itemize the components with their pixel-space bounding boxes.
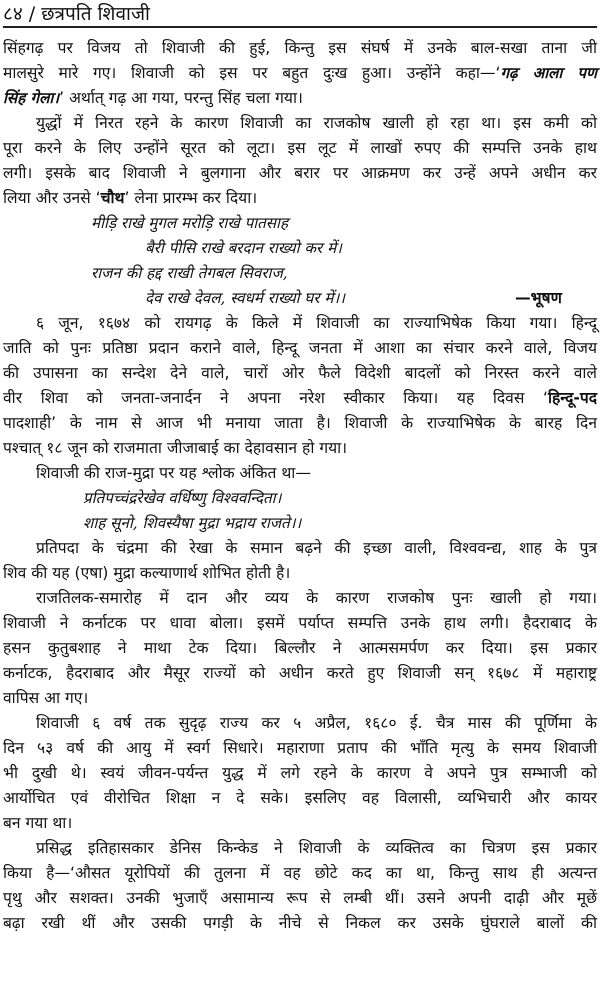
text-line: भी दुखी थे। स्वयं जीवन-पर्यन्त युद्ध में लगे रहने के कारण वे अपने पुत्र सम्भाजी को [3,764,597,782]
text-line: जाति को पुनः प्रतिष्ठा प्रदान कराने वाले, हिन्दू जनता में आशा का संचार करने वाले, विजय [3,339,597,357]
marathi-quote: सिंह गेला। [3,89,60,107]
text-segment: मालसुरे मारे गए। शिवाजी को इस पर बहुत दुःख हुआ। उन्होंने कहा—‘ [3,64,501,82]
text-line: ६ जून, १६७४ को रायगढ़ के किले में शिवाजी का राज्याभिषेक किया गया। हिन्दू [36,314,597,332]
text-line: युद्धों में निरत रहने के कारण शिवाजी का राजकोष खाली हो रहा था। इस कमी को [36,114,597,132]
text-line: पश्चात् १८ जून को राजमाता जीजाबाई का देहावसान हो गया। [3,439,348,457]
text-line: शिवाजी ने कर्नाटक पर धावा बोला। इसमें पर्याप्त सम्पत्ति उनके हाथ लगी। हैदराबाद के [3,614,597,632]
text-line: सिंहगढ़ पर विजय तो शिवाजी की हुई, किन्तु इस संघर्ष में उनके बाल-सखा ताना जी [3,39,597,57]
text-line: कर्नाटक, हैदराबाद और मैसूर राज्यों को अधीन करते हुए शिवाजी सन् १६७८ में महाराष्ट्र [3,664,597,682]
poem-line: देव राखे देवल, स्वधर्म राख्यो घर में।। [145,289,346,307]
text-line: आर्योचित एवं वीरोचित शिक्षा न दे सके। इसलिए वह विलासी, व्यभिचारी और कायर [3,789,597,807]
text-line: शिवाजी ६ वर्ष तक सुदृढ़ राज्य कर ५ अप्रैल, १६८० ई. चैत्र मास की पूर्णिमा के [36,714,597,732]
verse-line: प्रतिपच्चंद्ररेखेव वर्धिष्णु विश्ववन्दिता। [83,489,282,507]
text-line: की उपासना का सन्देश देने वाले, चारों ओर फैले विदेशी बादलों को निरस्त करने वाले [3,364,597,382]
text-line: पूरा करने के लिए उन्होंने सूरत को लूटा। इस लूट में लाखों रुपए की सम्पत्ति उनके हाथ [3,139,597,157]
text-segment: वीर शिवा को जनता-जनार्दन ने अपना नरेश स्वीकार किया। यह दिवस ‘ [3,389,548,407]
text-line: पादशाही’ के नाम से आज भी मनाया जाता है। शिवाजी के राज्याभिषेक के बारह दिन [3,414,597,432]
text-line: शिवाजी की राज-मुद्रा पर यह श्लोक अंकित था— [36,464,311,482]
text-line [3,386,597,411]
verse-line: शाह सूनो, शिवस्यैषा मुद्रा भद्राय राजते।। [83,514,302,532]
text-line [3,186,257,211]
text-line: दिन ५३ वर्ष की आयु में स्वर्ग सिधारे। महाराणा प्रताप की भाँति मृत्यु के समय शिवाजी [3,739,597,757]
poem-attribution: —भूषण [515,289,562,307]
text-line: वापिस आ गए। [3,689,89,707]
text-line: हसन कुतुबशाह ने माथा टेक दिया। बिल्लौर ने आत्मसमर्पण कर दिया। इस प्रकार [3,639,597,657]
text-line: लगी। इसके बाद शिवाजी ने बुलगाना और बरार पर आक्रमण कर उन्हें अपने अधीन कर [3,164,597,182]
text-segment: ’ लेना प्रारम्भ कर दिया। [124,189,258,207]
page-header: ८४ / छत्रपति शिवाजी [3,3,150,25]
text-line: प्रसिद्ध इतिहासकार डेनिस किन्केड ने शिवाजी के व्यक्तित्व का चित्रण इस प्रकार [36,839,597,857]
emphasis-term: चौथ [100,189,125,207]
text-line [3,61,597,86]
text-line: राजतिलक-समारोह में दान और व्यय के कारण राजकोष पुनः खाली हो गया। [36,589,597,607]
poem-line: मीड़ि राखे मुगल मरोड़ि राखे पातसाह [91,214,289,232]
poem-line: बैरी पीसि राखे बरदान राख्यो कर में। [145,239,342,257]
marathi-quote: गढ़ आला पण [500,64,597,82]
text-line: किया है—‘औसत यूरोपियों की तुलना में वह छोटे कद का था, किन्तु साथ ही अत्यन्त [3,864,597,882]
text-line: प्रतिपदा के चंद्रमा की रेखा के समान बढ़ने की इच्छा वाली, विश्ववन्द्य, शाह के पुत्र [36,539,597,557]
text-line: बन गया था। [3,814,73,832]
text-line [3,86,303,111]
text-segment: लिया और उनसे ‘ [3,189,101,207]
poem-line: राजन की हद्द राखी तेगबल सिवराज, [91,264,288,282]
text-line: शिव की यह (एषा) मुद्रा कल्याणार्थ शोभित होती है। [3,564,291,582]
header-rule [3,26,597,28]
text-line: बढ़ा रखी थीं और उसकी पगड़ी के नीचे से निकल कर उसके घुंघराले बालों की [3,914,597,932]
emphasis-term: हिन्दू-पद [547,389,597,407]
text-line: पृथु और सशक्त। उनकी भुजाएँ असामान्य रूप से लम्बी थीं। उसने अपनी दाढ़ी और मूछें [3,889,597,907]
text-segment: ’ अर्थात् गढ़ आ गया, परन्तु सिंह चला गया। [59,89,303,107]
